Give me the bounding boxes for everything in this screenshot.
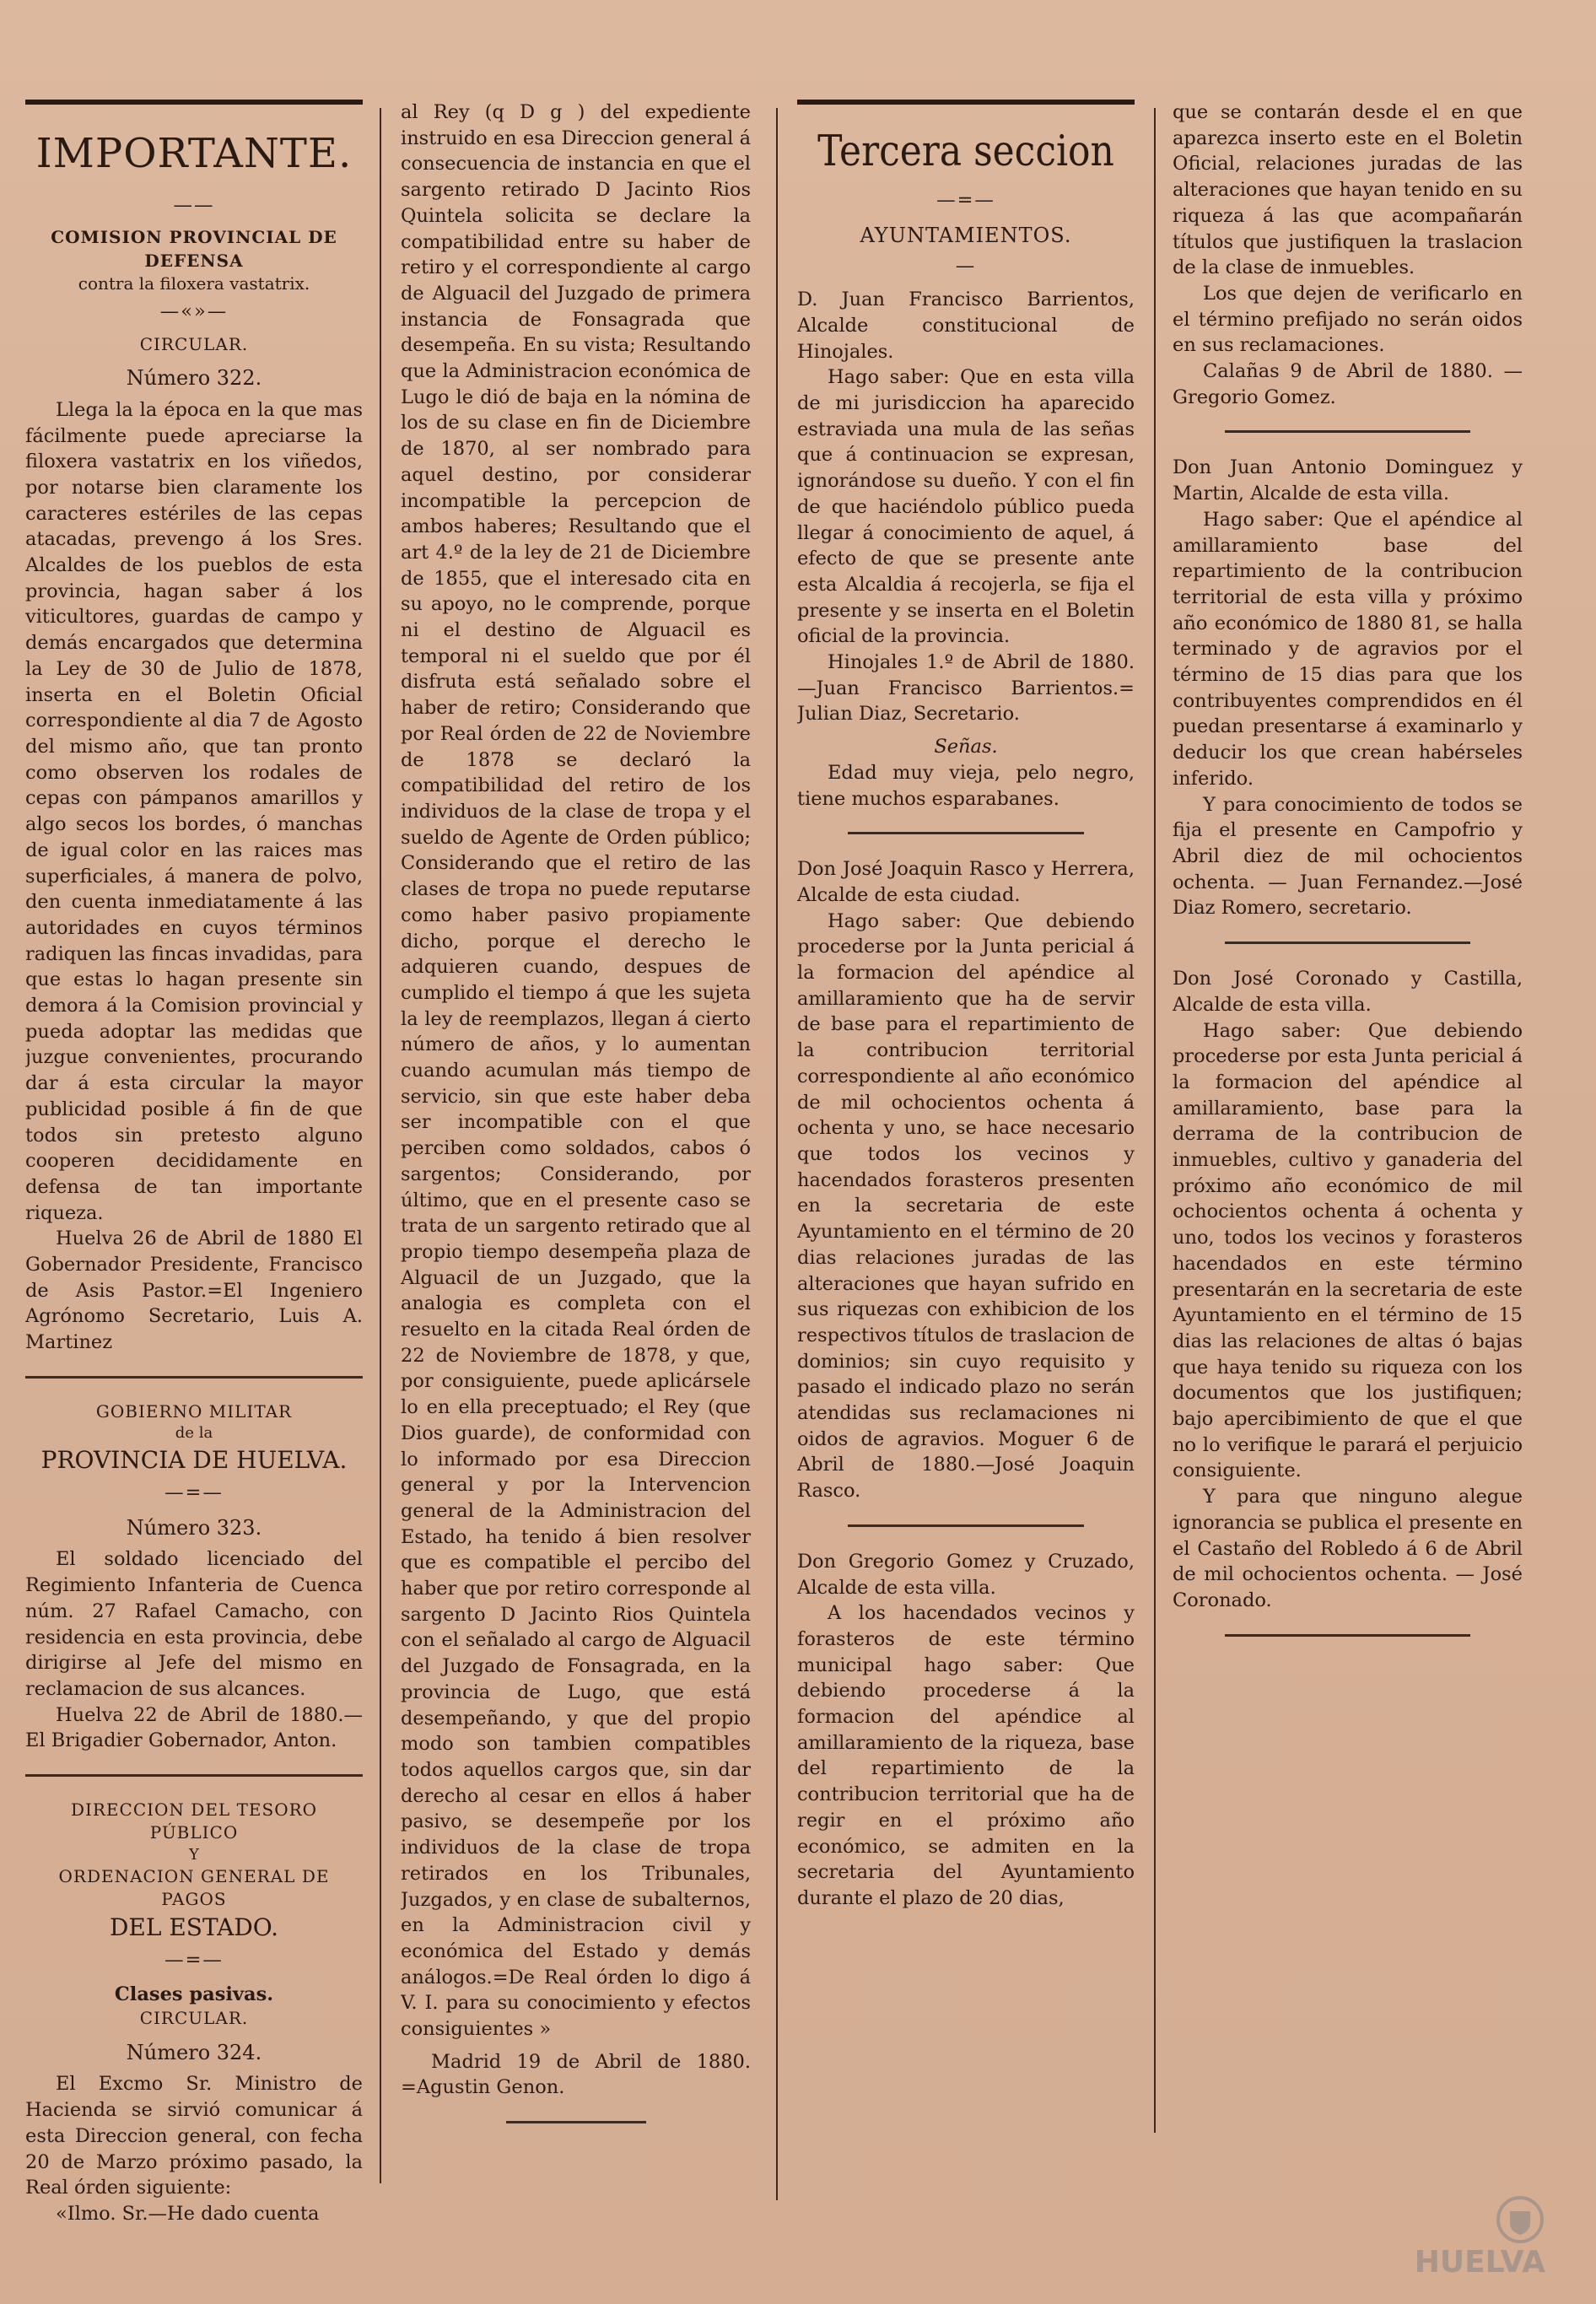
commission-subtitle: contra la filoxera vastatrix. xyxy=(78,272,310,294)
divider: —=— xyxy=(164,1949,224,1971)
real-orden-sign: Madrid 19 de Abril de 1880. =Agustin Genon. xyxy=(401,2050,751,2099)
gov-title-2: de la xyxy=(175,1424,213,1443)
watermark-logo xyxy=(1360,2194,1545,2280)
separator xyxy=(848,832,1084,834)
watermark-text: HUELVA xyxy=(1414,2245,1545,2280)
number-324: Número 324. xyxy=(126,2040,262,2064)
separator xyxy=(1225,942,1470,944)
separator xyxy=(1225,1634,1470,1637)
circular-label-2: CIRCULAR. xyxy=(139,2008,249,2029)
campofrio-head: Don Juan Antonio Dominguez y Martin, Alcalde de esta villa. xyxy=(1173,456,1523,505)
campofrio-body-2: Y para conocimiento de todos se fija el presente en Campofrio y Abril diez de mil ochocientos ochenta. — Juan Fernandez.—José Diaz Romero, secretario. xyxy=(1173,793,1523,920)
body-324: El Excmo Sr. Ministro de Hacienda se sirvió comunicar á esta Direccion general, con fecha 20 de Marzo próximo pasado, la Real órden siguiente: xyxy=(25,2073,363,2199)
sign-322: Huelva 26 de Abril de 1880 El Gobernador Presidente, Francisco de Asis Pastor.=El Ingeniero Agrónomo Secretario, Luis A. Martinez xyxy=(25,1228,363,1354)
column-3 xyxy=(797,100,1135,2270)
commission-title: COMISION PROVINCIAL DE DEFENSA xyxy=(51,227,337,271)
calanas-body: A los hacendados vecinos y forasteros de este término municipal hago saber: Que debiendo procederse á la formacion del apéndice al amillaramiento de la riqueza, base del repartimiento de la contribucion territorial que ha de regir en el próximo año económico, se admiten en la secretaria del Ayuntamiento durante el plazo de 20 dias, xyxy=(797,1602,1135,1909)
castano-head: Don José Coronado y Castilla, Alcalde de esta villa. xyxy=(1173,968,1523,1016)
senas-label: Señas. xyxy=(934,736,998,758)
divider: —«»— xyxy=(159,300,229,323)
divider: —=— xyxy=(164,1481,224,1503)
number-323: Número 323. xyxy=(126,1515,262,1540)
circular-label: CIRCULAR. xyxy=(139,333,249,354)
divider: —— xyxy=(173,193,215,216)
hinojales-sign: Hinojales 1.º de Abril de 1880. —Juan Francisco Barrientos.= Julian Diaz, Secretario. xyxy=(797,651,1135,726)
body-322: Llega la la época en la que mas fácilmente puede apreciarse la filoxera vastatrix en los viñedos, por notarse bien claramente los caracteres estériles de las cepas atacadas, prevengo á los Sres. Alcaldes de los pueblos de esta provincia, hagan saber á los viticultores, guardas de campo y demás encargados que determina la Ley de 30 de Julio de 1878, inserta en el Boletin Oficial correspondiente al dia 7 de Agosto del mismo año, que tan pronto como observen los rodales de cepas con pámpanos amarillos y algo secos los bordes, ó manchas de igual color en las raices mas superficiales, á manera de polvo, den cuenta inmediatamente á las autoridades en cuyos términos radiquen las fincas invadidas, para que estas lo hagan presente sin demora á la Comision provincial y pueda adoptar las medidas que juzgue convenientes, procurando dar á esta circular la mayor publicidad posible á fin de que todos sin pretesto alguno cooperen decididamente en defensa de tan importante riqueza. xyxy=(25,398,363,1224)
hinojales-head: D. Juan Francisco Barrientos, Alcalde constitucional de Hinojales. xyxy=(797,289,1135,363)
column-rule-2 xyxy=(776,108,778,2200)
separator xyxy=(25,1774,363,1777)
top-rule xyxy=(797,100,1135,105)
divider: —=— xyxy=(936,189,995,212)
column-1 xyxy=(25,100,363,2270)
senas-body: Edad muy vieja, pelo negro, tiene muchos esparabanes. xyxy=(797,761,1135,810)
separator xyxy=(25,1376,363,1379)
top-rule xyxy=(25,100,363,105)
number-322: Número 322. xyxy=(126,366,262,391)
campofrio-body: Hago saber: Que el apéndice al amillaramiento base del repartimiento de la contribucion territorial de esta villa y próximo año económico de 1880 81, se halla terminado y de agravios por el término de 15 dias para que los contribuyentes comprendidos en él puedan presentarse á examinarlo y deducir los que crean habérseles inferido. xyxy=(1173,508,1523,790)
separator xyxy=(1225,430,1470,433)
separator xyxy=(506,2121,646,2123)
calanas-body-2: Los que dejen de verificarlo en el término prefijado no serán oidos en sus reclamaciones. xyxy=(1173,282,1523,357)
moguer-body: Hago saber: Que debiendo procederse por la Junta pericial á la formacion del apéndice al amillaramiento que ha de servir de base para el repartimiento de la contribucion territorial correspondiente al año económico de mil ochocientos ochenta á ochenta y uno, se hace necesario que todos los vecinos y hacendados forasteros presenten en la secretaria de este Ayuntamiento en el término de 20 dias relaciones juradas de las alteraciones que hayan sufrido en sus riquezas con exhibicion de los respectivos títulos de traslacion de dominios; sin cuyo requisito y pasado el indicado plazo no serán atendidas sus reclamaciones ni oidos de agravios. Moguer 6 de Abril de 1880.—José Joaquin Rasco. xyxy=(797,909,1135,1503)
real-orden-body: al Rey (q D g ) del expediente instruido en esa Direccion general á consecuencia de instancia en que el sargento retirado D Jacinto Rios Quintela solicita se declare la compatibilidad entre su haber de retiro y el correspondiente al cargo de Alguacil del Juzgado de primera instancia de Fonsagrada que desempeña. En su vista; Resultando que la Administracion económica de Lugo le dió de baja en la nómina de los de su clase en fin de Diciembre de 1870, al ser nombrado para aquel destino, por considerar incompatible la percepcion de ambos haberes; Resultando que el art 4.º de la ley de 21 de Diciembre de 1855, que el interesado cita en su apoyo, no le comprende, porque ni el destino de Alguacil es temporal ni el sueldo que por él disfruta está señalado sobre el haber de retiro; Considerando que por Real órden de 22 de Noviembre de 1878 se declaró la compatibilidad del retiro de los individuos de la clase de tropa y el sueldo de Agente de Orden público; Considerando que el retiro de las clases de tropa no puede reputarse como haber pasivo propiamente dicho, porque el derecho le adquieren cuando, despues de cumplido el tiempo á que les sujeta la ley de reemplazos, llegan á cierto número de años, y lo aumentan cuando acumulan más tiempo de servicio, sin que este haber deba ser incompatible con el que perciben como soldados, cabos ó sargentos; Considerando, por último, que en el presente caso se trata de un sargento retirado que al propio tiempo desempeña plaza de Alguacil de un Juzgado, que la analogia es completa con el resuelto en la citada Real órden de 22 de Noviembre de 1878, y que, por consiguiente, puede aplicársele lo en ella preceptuado; el Rey (que Dios guarde), de conformidad con lo informado por esa Direccion general y por la Intervencion general de la Administracion del Estado, ha tenido á bien resolver que es compatible el percibo del haber que por retiro corresponde al sargento D Jacinto Rios Quintela con el señalado al cargo de Alguacil del Juzgado de Fonsagrada, en la provincia de Lugo, que está desempeñando, y que del propio modo son tambien compatibles todos aquellos cargos que, sin dar derecho al cesar en ellos á haber pasivo, se desempeñe por los individuos de la clase de tropa retirados en los Tribunales, Juzgados, y en clase de subalternos, en la Administracion civil y económica del Estado y demás análogos.=De Real órden lo digo á V. I. para su conocimiento y efectos consiguientes » xyxy=(401,101,751,2041)
hinojales-body: Hago saber: Que en esta villa de mi jurisdiccion ha aparecido estraviada una mula de las señas que á continuacion se expresan, ignorándose su dueño. Y con el fin de que haciéndolo público pueda llegar á conocimiento de aquel, á efecto de que se presente ante esta Alcaldia á recojerla, se fija el presente y se inserta en el Boletin oficial de la provincia. xyxy=(797,366,1135,648)
shield-icon xyxy=(1495,2194,1545,2245)
clases-pasivas: Clases pasivas. xyxy=(114,1983,274,2005)
body-323: El soldado licenciado del Regimiento Infanteria de Cuenca núm. 27 Rafael Camacho, con residencia en esta provincia, debe dirigirse al Jefe del mismo en reclamacion de sus alcances. xyxy=(25,1548,363,1700)
sign-323: Huelva 22 de Abril de 1880.— El Brigadier Gobernador, Anton. xyxy=(25,1703,363,1752)
dir-title-3: ORDENACION GENERAL DE PAGOS xyxy=(58,1866,330,1910)
tercera-seccion-heading: Tercera seccion xyxy=(817,127,1114,176)
divider: — xyxy=(955,254,977,277)
dir-title-2: Y xyxy=(189,1845,199,1864)
column-rule-1 xyxy=(380,108,381,2183)
dir-title-1: DIRECCION DEL TESORO PÚBLICO xyxy=(70,1799,318,1843)
calanas-sign: Calañas 9 de Abril de 1880. —Gregorio Gomez. xyxy=(1173,360,1523,408)
separator xyxy=(848,1524,1084,1527)
gov-title-1: GOBIERNO MILITAR xyxy=(95,1400,293,1422)
castano-body: Hago saber: Que debiendo procederse por esta Junta pericial á la formacion del apéndice al amillaramiento, base para la derrama de la contribucion de inmuebles, cultivo y ganaderia del próximo año económico de mil ochocientos ochenta á ochenta y uno, todos los vecinos y forasteros hacendados en este término presentarán en la secretaria de este Ayuntamiento en el término de 15 dias las relaciones de altas ó bajas que haya tenido su riqueza con los documentos que los justifiquen; bajo apercibimiento de que el que no lo verifique le parará el perjuicio consiguiente. xyxy=(1173,1019,1523,1482)
calanas-body-cont: que se contarán desde el en que aparezca inserto este en el Boletin Oficial, relaciones juradas de las alteraciones que hayan tenido en su riqueza á las que acompañarán títulos que justifiquen la traslacion de la clase de inmuebles. xyxy=(1173,101,1523,279)
moguer-head: Don José Joaquin Rasco y Herrera, Alcalde de esta ciudad. xyxy=(797,858,1135,906)
importante-heading: IMPORTANTE. xyxy=(35,130,353,177)
column-rule-3 xyxy=(1154,108,1156,2133)
column-4 xyxy=(1173,100,1523,2270)
gov-title-3: PROVINCIA DE HUELVA. xyxy=(40,1445,348,1474)
calanas-head: Don Gregorio Gomez y Cruzado, Alcalde de esta villa. xyxy=(797,1550,1135,1599)
castano-body-2: Y para que ninguno alegue ignorancia se publica el presente en el Castaño del Robledo á 6 de Abril de mil ochocientos ochenta. — José Coronado. xyxy=(1173,1486,1523,1611)
body-324b: «Ilmo. Sr.—He dado cuenta xyxy=(56,2202,320,2225)
dir-title-4: DEL ESTADO. xyxy=(109,1913,279,1941)
column-2 xyxy=(401,100,751,2270)
ayuntamientos-heading: AYUNTAMIENTOS. xyxy=(860,223,1072,247)
